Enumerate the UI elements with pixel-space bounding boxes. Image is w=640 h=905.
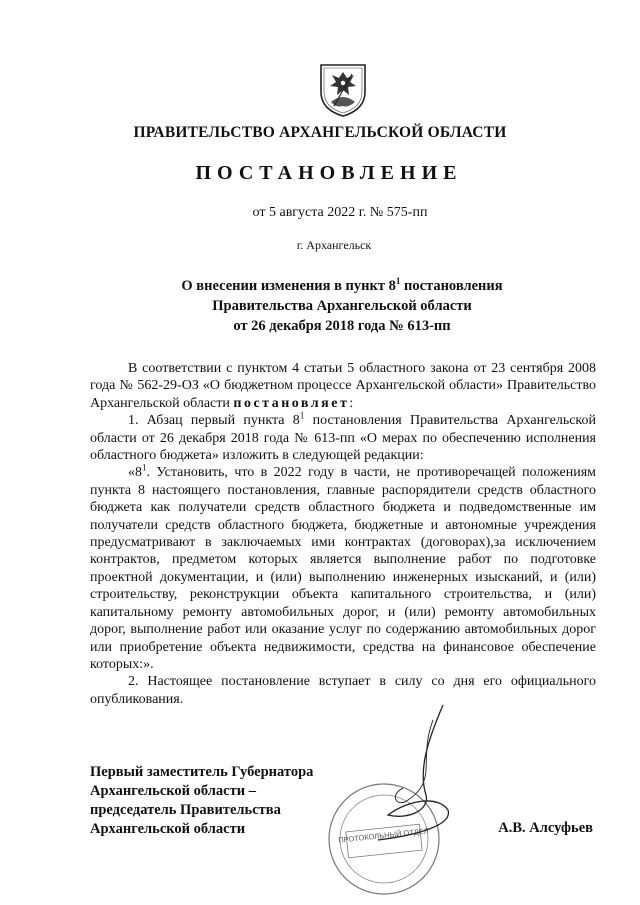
document-title	[0, 276, 640, 336]
city: г. Архангельск	[296, 238, 372, 252]
paragraph-quote: «$8^1$. Установить, что в 2022 году в части, не противоречащей положениям пункта 8 настоящего постановления, главные распорядители средств областного бюджета как получатели средств областного бюджета и подведомственные им получатели средств областного бюджета, бюджетные и автономные учреждения предусматривают в заключаемых ими контрактах (договорах),за исключением контрактов, предметом которых является выполнение работ по подготовке проектной документации, и (или) выполнению инженерных изысканий, и (или) строительству, реконструкции объекта капитального строительства, и (или) капитальному ремонту автомобильных дорог, и (или) ремонту автомобильных дорог, выполнение работ или оказание услуг по содержанию автомобильных дорог или приобретение объекта недвижимости, средства на финансовое обеспечение которых:».	[90, 462, 596, 672]
title-line-3: от 26 декабря 2018 года № 613-пп	[233, 318, 451, 334]
stamp-label: ПРОТОКОЛЬНЫЙ ОТДЕЛ	[337, 826, 430, 845]
document-type: ПОСТАНОВЛЕНИЕ	[195, 162, 463, 184]
government-name: ПРАВИТЕЛЬСТВО АРХАНГЕЛЬСКОЙ ОБЛАСТИ	[133, 124, 507, 141]
paragraph-item-2: 2. Настоящее постановление вступает в силу со дня его официального опубликования.	[90, 674, 596, 707]
coat-of-arms-icon	[318, 62, 368, 118]
paragraph-intro: В соответствии с пунктом 4 статьи 5 областного закона от 23 сентября 2008 года № 562-29-ОЗ «О бюджетном процессе Архангельской области» Правительство Архангельской области постановляет:	[90, 361, 596, 411]
title-line-2: Правительства Архангельской области	[212, 298, 472, 314]
signatory-name: А.В. Алсуфьев	[498, 820, 593, 836]
signatory-position: Первый заместитель Губернатора Архангельской области – председатель Правительства Архангельской области	[90, 764, 314, 837]
paragraph-item-1: 1. Абзац первый пункта $8^1$ постановления Правительства Архангельской области от 26 декабря 2018 года № 613-пп «О мерах по обеспечению исполнения областного бюджета» изложить в следующей редакции:	[90, 410, 597, 464]
date-number: от 5 августа 2022 г. № 575-пп	[252, 205, 428, 220]
decree-keyword: постановляет	[233, 395, 350, 411]
handwritten-signature	[348, 700, 478, 870]
document-body	[90, 360, 596, 708]
title-line-1: О внесении изменения в пункт $8^1$ постановления	[181, 276, 503, 294]
